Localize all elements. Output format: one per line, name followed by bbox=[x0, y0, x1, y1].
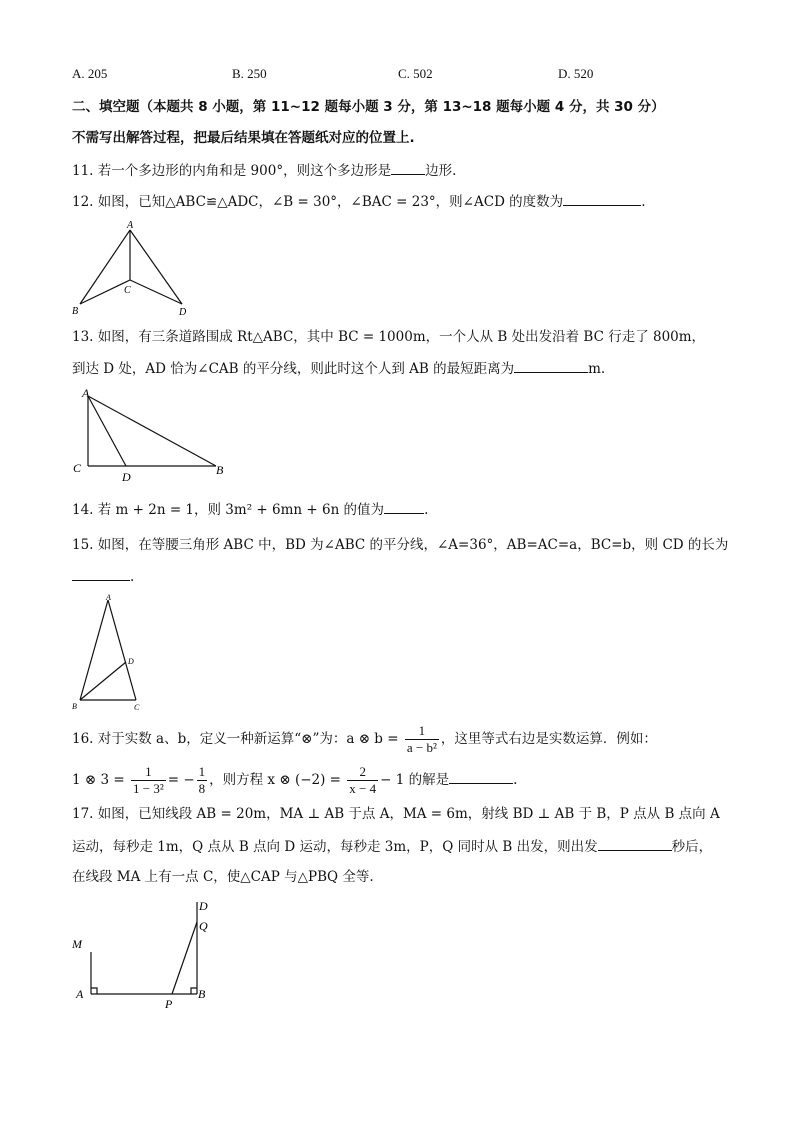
figure-q13 bbox=[66, 384, 236, 484]
question-11 bbox=[72, 160, 456, 181]
q17-answer-blank[interactable] bbox=[598, 836, 672, 851]
q13-text: 到达 D 处，AD 恰为∠CAB 的平分线，则此时这个人到 AB 的最短距离为 bbox=[72, 361, 515, 377]
figure-q12 bbox=[66, 218, 196, 318]
fig15-label-d: D bbox=[128, 657, 134, 666]
q16-frac3-den: 8 bbox=[198, 781, 206, 796]
q16-frac1-num: 1 bbox=[405, 723, 439, 740]
question-15-line1: 15. 如图，在等腰三角形 ABC 中，BD 为∠ABC 的平分线，∠A=36°，AB=AC=a，BC=b，则 CD 的长为 bbox=[72, 537, 729, 553]
figure-q15 bbox=[66, 590, 156, 715]
q16-frac4-den: x − 4 bbox=[349, 781, 377, 796]
q16-equation-tail: − 1 的解是 bbox=[380, 772, 450, 788]
question-12 bbox=[72, 191, 645, 212]
figure-q17 bbox=[66, 894, 226, 1014]
fig12-label-a: A bbox=[127, 220, 134, 231]
q11-text: 11. 若一个多边形的内角和是 900°，则这个多边形是 bbox=[72, 163, 392, 179]
question-13-line1: 13. 如图，有三条道路围成 Rt△ABC，其中 BC = 1000m，一个人从 B 处出发沿着 BC 行走了 800m， bbox=[72, 329, 706, 345]
fig13-label-a: A bbox=[82, 386, 90, 400]
q16-text: 16. 对于实数 a、b，定义一种新运算“⊗”为：a ⊗ b = bbox=[72, 731, 399, 747]
q15-tail: . bbox=[130, 569, 135, 585]
fig15-label-a: A bbox=[106, 593, 111, 602]
fig13-label-b: B bbox=[216, 463, 224, 477]
question-14 bbox=[72, 499, 428, 520]
option-b: B. 250 bbox=[232, 66, 267, 81]
q16-frac4-num: 2 bbox=[347, 764, 378, 781]
fig13-label-c: C bbox=[73, 461, 82, 475]
q13-tail: m. bbox=[588, 361, 606, 377]
q16-frac2-num: 1 bbox=[131, 764, 166, 781]
q11-tail: 边形. bbox=[425, 163, 457, 179]
fig17-label-m: M bbox=[72, 937, 82, 951]
q16-fraction-result bbox=[197, 764, 208, 797]
option-d: D. 520 bbox=[558, 66, 594, 81]
option-c: C. 502 bbox=[398, 66, 433, 81]
q12-tail: . bbox=[641, 194, 646, 210]
fig17-label-a: A bbox=[76, 987, 84, 1001]
q17-text-tail: 秒后， bbox=[671, 839, 713, 855]
q12-text: 12. 如图，已知△ABC≌△ADC，∠B = 30°，∠BAC = 23°，则∠ACD 的度数为 bbox=[72, 194, 564, 210]
fig17-label-q: Q bbox=[199, 919, 208, 933]
question-16-line2 bbox=[72, 762, 517, 798]
question-16-line1 bbox=[72, 721, 657, 757]
section-title: 二、填空题（本题共 8 小题，第 11~12 题每小题 3 分，第 13~18 题每小题 4 分，共 30 分） bbox=[72, 99, 665, 115]
option-a: A. 205 bbox=[72, 66, 108, 81]
fig15-label-c: C bbox=[134, 703, 140, 712]
q15-answer-blank[interactable] bbox=[72, 566, 130, 581]
question-15-line2 bbox=[72, 566, 134, 587]
q16-frac3-num: 1 bbox=[198, 764, 206, 779]
question-17-line3: 在线段 MA 上有一点 C，使△CAP 与△PBQ 全等. bbox=[72, 869, 374, 885]
q16-tail: . bbox=[513, 772, 518, 788]
q16-example-eq: = − bbox=[167, 772, 195, 788]
fig12-label-c: C bbox=[124, 285, 131, 296]
q13-answer-blank[interactable] bbox=[514, 358, 588, 373]
q16-frac2-den: 1 − 3² bbox=[132, 781, 164, 796]
q17-text: 运动，每秒走 1m，Q 点从 B 点向 D 运动，每秒走 3m，P，Q 同时从 B 出发，则出发 bbox=[72, 839, 598, 855]
q16-answer-blank[interactable] bbox=[449, 769, 513, 784]
fig15-label-b: B bbox=[72, 702, 77, 711]
fig17-label-p: P bbox=[165, 997, 173, 1011]
question-13-line2 bbox=[72, 358, 605, 379]
q14-answer-blank[interactable] bbox=[384, 499, 424, 514]
q16-example: 1 ⊗ 3 = bbox=[72, 772, 125, 788]
question-17-line2 bbox=[72, 836, 712, 857]
fig17-label-d: D bbox=[199, 899, 208, 913]
q16-equation: ，则方程 x ⊗ (−2) = bbox=[209, 772, 341, 788]
q14-text: 14. 若 m + 2n = 1，则 3m² + 6mn + 6n 的值为 bbox=[72, 502, 385, 518]
question-17-line1: 17. 如图，已知线段 AB = 20m，MA ⊥ AB 于点 A，MA = 6m，射线 BD ⊥ AB 于 B，P 点从 B 点向 A bbox=[72, 806, 720, 822]
q16-frac1-den: a − b² bbox=[406, 740, 437, 755]
q12-answer-blank[interactable] bbox=[563, 191, 641, 206]
q16-fraction-example bbox=[131, 764, 166, 797]
fig17-label-b: B bbox=[198, 987, 206, 1001]
q16-fraction-definition bbox=[405, 723, 439, 756]
q14-tail: . bbox=[424, 502, 429, 518]
fig12-label-b: B bbox=[72, 306, 79, 317]
section-instruction: 不需写出解答过程，把最后结果填在答题纸对应的位置上. bbox=[72, 130, 415, 146]
fig12-label-d: D bbox=[179, 307, 187, 318]
q16-fraction-equation bbox=[347, 764, 378, 797]
fig13-label-d: D bbox=[122, 470, 131, 484]
q16-text-tail: ，这里等式右边是实数运算．例如： bbox=[440, 731, 657, 747]
q11-answer-blank[interactable] bbox=[391, 160, 425, 175]
